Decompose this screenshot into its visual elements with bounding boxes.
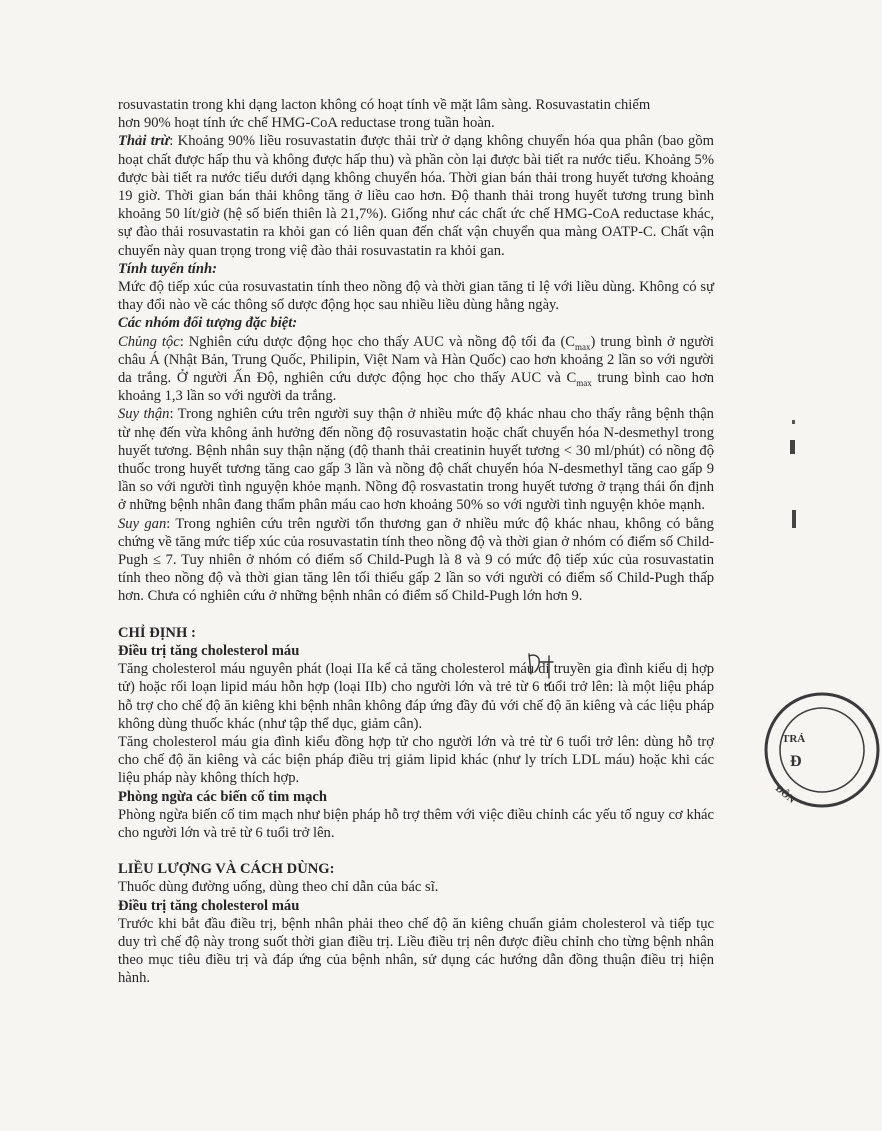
edge-marks [780, 400, 800, 560]
indications-paragraph-3: Phòng ngừa biến cố tim mạch như biện pháp hỗ trợ thêm với việc điều chỉnh các yếu tố nguy cơ khác cho người lớn và trẻ từ 6 tuổi trở lên. [118, 806, 714, 841]
renal-paragraph [118, 405, 714, 514]
elimination-paragraph [118, 132, 714, 259]
hepatic-text: : Trong nghiên cứu trên người tổn thương gan ở nhiều mức độ khác nhau, không có bằng chứng về tăng mức tiếp xúc của rosuvastatin tính theo nồng độ và thời gian ở nhóm có điểm số Child-Pugh ≤ 7. Tuy nhiên ở nhóm có điểm số Child-Pugh là 8 và 9 có mức độ tiếp xúc của rosuvastatin tính theo nồng độ và thời gian tăng lên tối thiểu gấp 2 lần so với người có điểm số Child-Pugh thấp hơn. Chưa có nghiên cứu ở những bệnh nhân có điểm số Child-Pugh lớn hơn 9. [118, 515, 714, 605]
linearity-text: Mức độ tiếp xúc của rosuvastatin tính theo nồng độ và thời gian tăng tỉ lệ với liều dùng. Không có sự thay đổi nào về các thông số dược động học sau nhiều liều dùng hằng ngày. [118, 279, 714, 314]
svg-text:TRÁ: TRÁ [782, 733, 806, 745]
dosage-subheading-cholesterol: Điều trị tăng cholesterol máu [118, 897, 300, 914]
dosage-paragraph-1: Thuốc dùng đường uống, dùng theo chỉ dẫn của bác sĩ. [118, 879, 439, 896]
renal-label: Suy thận [118, 406, 170, 423]
linearity-heading: Tính tuyến tính: [118, 260, 217, 277]
race-text-b: ) trung bình ở người châu Á (Nhật Bản, Trung Quốc, Philipin, Việt Nam và Hàn Quốc) cao hơn khoảng 2 lần so với người da trắng. Ở người Ấn Độ, nghiên cứu dược động học cho thấy AUC và C [118, 333, 714, 387]
renal-text: : Trong nghiên cứu trên người suy thận ở nhiều mức độ khác nhau cho thấy rằng bệnh thận từ nhẹ đến vừa không ảnh hưởng đến nồng độ rosuvastatin hoặc chất chuyển hóa N-desmethyl trong huyết tương. Bệnh nhân suy thận nặng (độ thanh thải creatinin huyết tương < 30 ml/phút) có nồng độ thuốc trong huyết tương tăng cao gấp 3 lần và nồng độ chất chuyển hóa N-desmethyl tăng cao gấp 9 lần so với người tình nguyện khỏe mạnh. Nồng độ rosvastatin trong huyết tương ở trạng thái ổn định ở những bệnh nhân đang thẩm phân máu cao hơn khoảng 50% so với người tình nguyện khỏe mạnh. [118, 406, 714, 514]
indications-paragraph-1: Tăng cholesterol máu nguyên phát (loại IIa kể cả tăng cholesterol máu di truyền gia đình kiểu dị hợp tử) hoặc rối loạn lipid máu hỗn hợp (loại IIb) cho người lớn và trẻ từ 6 tuổi trở lên: là một liệu pháp hỗ trợ cho chế độ ăn kiêng khi bệnh nhân không đáp ứng đầy đủ với chế độ ăn kiêng và các liệu pháp không dùng thuốc khác (như tập thể dục, giảm cân). [118, 661, 714, 732]
svg-text:ĐÔN: ĐÔN [772, 783, 798, 806]
race-paragraph [118, 333, 714, 406]
cmax-subscript-2: max [576, 377, 592, 388]
race-text-c: trung bình cao hơn khoảng 1,3 lần so với người da trắng. [118, 370, 714, 405]
intro-line-1: rosuvastatin trong khi dạng lacton không có hoạt tính về mặt lâm sàng. Rosuvastatin chiếm [118, 97, 651, 113]
intro-line-2: hơn 90% hoạt tính ức chế HMG-CoA reductase trong tuần hoàn. [118, 115, 495, 132]
hepatic-paragraph [118, 515, 714, 606]
race-text-a: : Nghiên cứu dược động học cho thấy AUC và nồng độ tối đa (C [179, 333, 576, 350]
elimination-label: Thải trừ [118, 133, 170, 150]
indications-subheading-cholesterol: Điều trị tăng cholesterol máu [118, 642, 300, 659]
dosage-heading: LIỀU LƯỢNG VÀ CÁCH DÙNG: [118, 861, 335, 878]
handwritten-initials [525, 648, 565, 688]
elimination-text: : Khoảng 90% liều rosuvastatin được thải trừ ở dạng không chuyển hóa qua phân (bao gồm hoạt chất được hấp thu và không được hấp thu) và phần còn lại được bài tiết ra nước tiểu. Khoảng 5% được bài tiết ra nước tiểu dưới dạng không chuyển hóa. Thời gian bán thải trong huyết tương khoảng 19 giờ. Thời gian bán thải không tăng ở liều cao hơn. Độ thanh thải trong huyết tương trung bình khoảng 50 lít/giờ (hệ số biến thiên là 21,7%). Giống như các chất ức chế HMG-CoA reductase khác, sự đào thải rosuvastatin ra khỏi gan có liên quan đến chất vận chuyển qua màng OATP-C. Chất vận chuyển này quan trọng trong việ đào thải rosuvastatin ra khỏi gan. [118, 133, 714, 259]
hepatic-label: Suy gan [118, 515, 167, 532]
race-label: Chủng tộc [118, 333, 180, 350]
cmax-subscript: max [575, 341, 591, 352]
special-groups-heading: Các nhóm đối tượng đặc biệt: [118, 315, 298, 332]
svg-text:Đ: Đ [790, 753, 802, 770]
indications-heading: CHỈ ĐỊNH : [118, 624, 196, 641]
indications-paragraph-2: Tăng cholesterol máu gia đình kiểu đồng hợp tử cho người lớn và trẻ từ 6 tuổi trở lên: dùng hỗ trợ cho chế độ ăn kiêng và các biện pháp điều trị giảm lipid khác (như ly trích LDL máu) hoặc khi các liệu pháp này không thích hợp. [118, 733, 714, 787]
document-body [118, 96, 714, 988]
indications-subheading-cardio: Phòng ngừa các biến cố tim mạch [118, 788, 328, 805]
company-stamp [762, 690, 882, 810]
dosage-paragraph-2: Trước khi bắt đầu điều trị, bệnh nhân phải theo chế độ ăn kiêng chuẩn giảm cholesterol và tiếp tục duy trì chế độ này trong suốt thời gian điều trị. Liều điều trị nên được điều chỉnh cho từng bệnh nhân theo mục tiêu điều trị và đáp ứng của bệnh nhân, sử dụng các hướng dẫn đồng thuận điều trị hiện hành. [118, 915, 714, 987]
